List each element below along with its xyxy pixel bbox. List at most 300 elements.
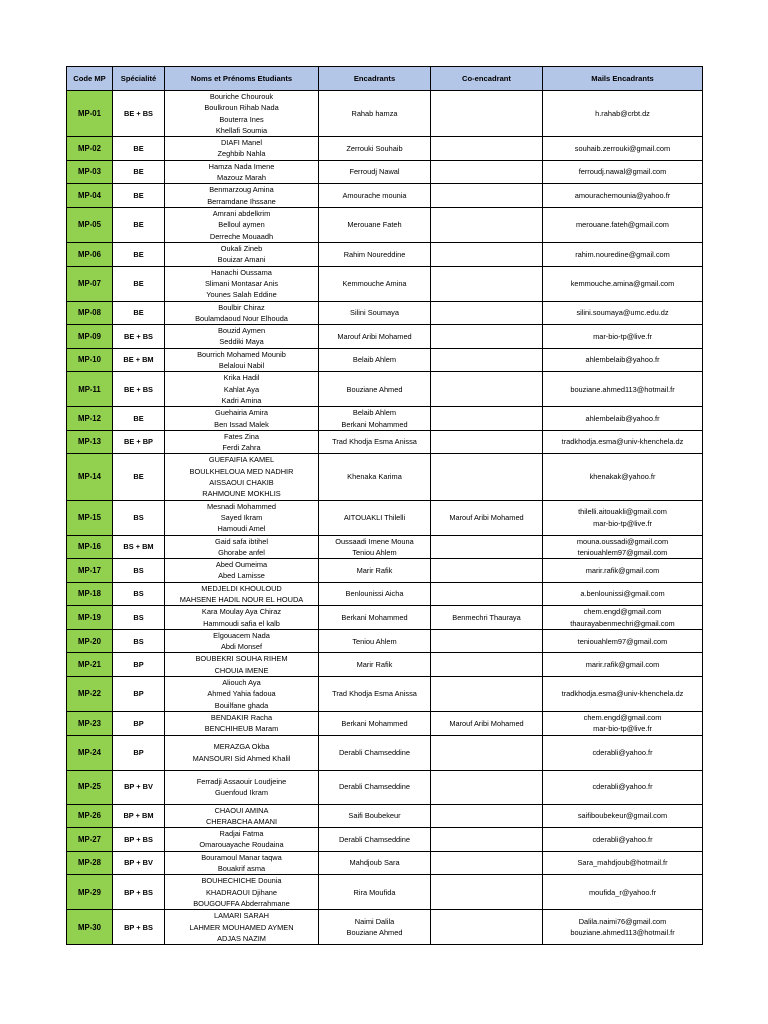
mail-cell [543, 242, 703, 266]
supervisor-name: Berkani Mohammed [341, 718, 408, 728]
students-cell [165, 242, 319, 266]
supervisor-name: Merouane Fateh [347, 220, 402, 230]
supervisor-name: Rira Moufida [353, 887, 396, 897]
code-cell: MP-08 [67, 301, 113, 325]
table-row [67, 770, 703, 804]
co-supervisor-cell [431, 184, 543, 208]
speciality-cell: BP [113, 653, 165, 677]
student-name: Krika Hadil [223, 373, 260, 383]
student-name: BENDAKIR Racha [210, 712, 273, 722]
mail-cell [543, 372, 703, 407]
supervisor-cell [319, 137, 431, 161]
table-row [67, 454, 703, 500]
supervisor-name: Naimi Dalila [354, 916, 395, 926]
supervisor-email: thaurayabenmechri@gmail.com [570, 618, 675, 628]
students-cell [165, 677, 319, 712]
supervisor-name: Marir Rafik [356, 565, 393, 575]
supervisor-name: Derabli Chamseddine [338, 747, 411, 757]
students-cell [165, 207, 319, 242]
supervisor-cell [319, 535, 431, 559]
supervisor-cell [319, 207, 431, 242]
code-cell: MP-05 [67, 207, 113, 242]
supervisor-cell [319, 91, 431, 137]
supervisor-name: Oussaadi Imene Mouna [335, 536, 414, 546]
supervisor-email: souhaib.zerrouki@gmail.com [574, 143, 671, 153]
supervisor-name: Trad Khodja Esma Anissa [332, 689, 417, 699]
student-name: Ahmed Yahia fadoua [207, 689, 276, 699]
table-row [67, 407, 703, 431]
supervisor-email: khenakak@yahoo.fr [589, 472, 656, 482]
students-cell [165, 137, 319, 161]
student-name: MERAZGA Okba [213, 742, 270, 752]
speciality-cell: BS [113, 629, 165, 653]
mail-cell [543, 535, 703, 559]
mail-cell [543, 325, 703, 349]
table-row [67, 875, 703, 910]
supervisor-email: cderabli@yahoo.fr [592, 834, 653, 844]
speciality-cell: BS + BM [113, 535, 165, 559]
supervisor-name: Belaib Ahlem [352, 355, 397, 365]
co-supervisor-cell [431, 454, 543, 500]
student-name: ADJAS NAZIM [217, 933, 266, 943]
student-name: Gaid safa ibtihel [215, 536, 268, 546]
speciality-cell: BE [113, 242, 165, 266]
supervisor-name: Rahim Noureddine [343, 249, 406, 259]
table-row [67, 301, 703, 325]
student-name: Kadri Amina [221, 395, 262, 405]
co-supervisor-cell [431, 653, 543, 677]
co-supervisor-cell [431, 629, 543, 653]
code-cell: MP-02 [67, 137, 113, 161]
table-row [67, 711, 703, 735]
mail-cell [543, 606, 703, 630]
students-cell [165, 301, 319, 325]
code-cell: MP-16 [67, 535, 113, 559]
code-cell: MP-25 [67, 770, 113, 804]
supervisor-cell [319, 804, 431, 828]
co-supervisor-cell [431, 582, 543, 606]
student-name: DIAFI Manel [220, 138, 263, 148]
co-supervisor-cell [431, 137, 543, 161]
mail-cell [543, 184, 703, 208]
students-cell [165, 910, 319, 945]
student-name: BENCHIHEUB Maram [204, 724, 279, 734]
students-cell [165, 407, 319, 431]
student-name: Hammoudi safia el kalb [203, 618, 280, 628]
student-name: GUEFAIFIA KAMEL [208, 455, 275, 465]
mail-cell [543, 735, 703, 770]
student-name: Slimani Montasar Anis [204, 278, 279, 288]
supervisor-email: merouane.fateh@gmail.com [576, 220, 669, 230]
table-row [67, 500, 703, 535]
supervisor-name: AITOUAKLI Thilelli [343, 512, 406, 522]
student-name: Seddiki Maya [219, 337, 264, 347]
table-row [67, 582, 703, 606]
supervisor-name: Bouziane Ahmed [346, 384, 403, 394]
student-name: BOUHECHICHE Dounia [201, 876, 282, 886]
student-name: Amrani abdelkrim [212, 209, 271, 219]
table-row [67, 160, 703, 184]
table-row [67, 266, 703, 301]
supervisor-cell [319, 325, 431, 349]
student-name: Kahlat Aya [223, 384, 260, 394]
supervisor-email: a.benlounissi@gmail.com [580, 589, 665, 599]
supervisor-name: Bouziane Ahmed [346, 928, 403, 938]
table-row [67, 91, 703, 137]
speciality-cell: BP [113, 677, 165, 712]
code-cell: MP-06 [67, 242, 113, 266]
supervisor-name: Mahdjoub Sara [349, 858, 400, 868]
supervisor-cell [319, 454, 431, 500]
student-name: BOULKHELOUA MED NADHIR [189, 466, 294, 476]
student-name: Bouterra Ines [219, 114, 264, 124]
speciality-cell: BE [113, 266, 165, 301]
table-row [67, 430, 703, 454]
code-cell: MP-21 [67, 653, 113, 677]
mail-cell [543, 430, 703, 454]
mail-cell [543, 266, 703, 301]
supervisor-cell [319, 770, 431, 804]
mail-cell [543, 407, 703, 431]
supervisor-name: Belaib Ahlem [352, 408, 397, 418]
students-cell [165, 770, 319, 804]
student-name: Berramdane Ihssane [207, 196, 276, 206]
student-name: Hamoudi Amel [217, 524, 266, 534]
students-cell [165, 653, 319, 677]
co-supervisor-cell [431, 301, 543, 325]
co-supervisor-cell [431, 559, 543, 583]
speciality-cell: BS [113, 500, 165, 535]
supervisor-cell [319, 372, 431, 407]
supervisor-email: bouziane.ahmed113@hotmail.fr [570, 928, 675, 938]
code-cell: MP-22 [67, 677, 113, 712]
supervisor-name: Marouf Aribi Mohamed [337, 331, 412, 341]
supervision-table [66, 66, 703, 945]
mail-cell [543, 711, 703, 735]
mail-cell [543, 91, 703, 137]
student-name: Abdi Monsef [220, 642, 263, 652]
header-co-supervisor: Co-encadrant [431, 67, 543, 91]
supervisor-cell [319, 735, 431, 770]
supervisor-email: marir.rafik@gmail.com [585, 660, 660, 670]
supervisor-email: rahim.nouredine@gmail.com [575, 249, 670, 259]
supervisor-email: mar-bio-tp@live.fr [593, 331, 652, 341]
supervisor-cell [319, 407, 431, 431]
student-name: Benmarzoug Amina [209, 185, 274, 195]
students-cell [165, 559, 319, 583]
supervisor-email: bouziane.ahmed113@hotmail.fr [570, 384, 675, 394]
supervisor-email: silini.soumaya@umc.edu.dz [576, 308, 669, 318]
supervisor-name: Kemmouche Amina [342, 278, 407, 288]
student-name: Fates Zina [224, 431, 259, 441]
student-name: Younes Salah Eddine [206, 290, 277, 300]
speciality-cell: BS [113, 582, 165, 606]
supervisor-email: amourachemounia@yahoo.fr [574, 191, 671, 201]
table-row [67, 677, 703, 712]
code-cell: MP-23 [67, 711, 113, 735]
mail-cell [543, 770, 703, 804]
students-cell [165, 629, 319, 653]
students-cell [165, 535, 319, 559]
student-name: Bouizar Amani [217, 255, 266, 265]
table-row [67, 242, 703, 266]
students-cell [165, 266, 319, 301]
supervisor-name: Trad Khodja Esma Anissa [332, 437, 417, 447]
code-cell: MP-28 [67, 851, 113, 875]
student-name: Omarouayache Roudaina [199, 840, 284, 850]
students-cell [165, 875, 319, 910]
students-cell [165, 184, 319, 208]
mail-cell [543, 454, 703, 500]
supervisor-email: Sara_mahdjoub@hotmail.fr [577, 858, 668, 868]
mail-cell [543, 160, 703, 184]
co-supervisor-cell [431, 804, 543, 828]
co-supervisor-cell [431, 160, 543, 184]
code-cell: MP-13 [67, 430, 113, 454]
student-name: LAMARI SARAH [213, 911, 270, 921]
co-supervisor-cell [431, 91, 543, 137]
supervisor-email: teniouahlem97@gmail.com [577, 547, 668, 557]
supervisor-email: marir.rafik@gmail.com [585, 565, 660, 575]
supervisor-email: mar-bio-tp@live.fr [593, 724, 652, 734]
students-cell [165, 430, 319, 454]
student-name: Khellafi Soumia [215, 125, 268, 135]
speciality-cell: BE + BM [113, 348, 165, 372]
mail-cell [543, 500, 703, 535]
table-row [67, 851, 703, 875]
code-cell: MP-18 [67, 582, 113, 606]
speciality-cell: BE + BP [113, 430, 165, 454]
student-name: Mazouz Marah [217, 173, 266, 183]
supervisor-cell [319, 500, 431, 535]
students-cell [165, 711, 319, 735]
supervisor-name: Saifi Boubekeur [348, 811, 401, 821]
table-row [67, 348, 703, 372]
students-cell [165, 454, 319, 500]
students-cell [165, 851, 319, 875]
co-supervisor-cell [431, 407, 543, 431]
supervisor-name: Khenaka Karima [347, 472, 402, 482]
speciality-cell: BE + BS [113, 325, 165, 349]
student-name: Guenfoud Ikram [215, 788, 268, 798]
speciality-cell: BS [113, 606, 165, 630]
speciality-cell: BE [113, 407, 165, 431]
student-name: LAHMER MOUHAMED AYMEN [189, 922, 294, 932]
co-supervisor-cell [431, 372, 543, 407]
speciality-cell: BP + BV [113, 851, 165, 875]
supervisor-cell [319, 348, 431, 372]
co-supervisor-cell [431, 266, 543, 301]
code-cell: MP-27 [67, 828, 113, 852]
table-row [67, 535, 703, 559]
co-supervisor-cell [431, 207, 543, 242]
mail-cell [543, 582, 703, 606]
student-name: Zeghbib Nahla [217, 149, 266, 159]
table-row [67, 828, 703, 852]
student-name: Boulamdaoud Nour Elhouda [195, 313, 288, 323]
table-row [67, 653, 703, 677]
students-cell [165, 804, 319, 828]
co-supervisor-cell [431, 711, 543, 735]
supervisor-email: h.rahab@crbt.dz [595, 108, 650, 118]
code-cell: MP-19 [67, 606, 113, 630]
co-supervisor-cell [431, 535, 543, 559]
speciality-cell: BP [113, 711, 165, 735]
mail-cell [543, 851, 703, 875]
supervisor-cell [319, 266, 431, 301]
supervisor-name: Derabli Chamseddine [338, 782, 411, 792]
table-row [67, 606, 703, 630]
header-row [67, 67, 703, 91]
student-name: RAHMOUNE MOKHLIS [202, 489, 281, 499]
supervisor-cell [319, 242, 431, 266]
supervisor-cell [319, 851, 431, 875]
student-name: Aliouch Aya [222, 678, 261, 688]
header-code: Code MP [67, 67, 113, 91]
co-supervisor-name: Marouf Aribi Mohamed [449, 718, 524, 728]
student-name: Mesnadi Mohammed [206, 501, 276, 511]
co-supervisor-cell [431, 242, 543, 266]
students-cell [165, 735, 319, 770]
supervisor-cell [319, 875, 431, 910]
co-supervisor-cell [431, 875, 543, 910]
speciality-cell: BE + BS [113, 91, 165, 137]
table-row [67, 629, 703, 653]
code-cell: MP-24 [67, 735, 113, 770]
supervisor-name: Ferroudj Nawal [349, 167, 400, 177]
table-row [67, 372, 703, 407]
speciality-cell: BP + BS [113, 910, 165, 945]
supervisor-cell [319, 301, 431, 325]
header-students: Noms et Prénoms Etudiants [165, 67, 319, 91]
supervisor-cell [319, 160, 431, 184]
speciality-cell: BP + BS [113, 875, 165, 910]
student-name: Boulkroun Rihab Nada [204, 103, 279, 113]
table-row [67, 184, 703, 208]
mail-cell [543, 207, 703, 242]
mail-cell [543, 301, 703, 325]
students-cell [165, 91, 319, 137]
supervisor-email: ferroudj.nawal@gmail.com [578, 167, 667, 177]
speciality-cell: BE + BS [113, 372, 165, 407]
table-row [67, 735, 703, 770]
student-name: CHERABCHA AMANI [205, 816, 278, 826]
co-supervisor-cell [431, 735, 543, 770]
code-cell: MP-20 [67, 629, 113, 653]
supervisor-cell [319, 711, 431, 735]
speciality-cell: BE [113, 301, 165, 325]
table-row [67, 804, 703, 828]
code-cell: MP-17 [67, 559, 113, 583]
supervisor-cell [319, 677, 431, 712]
student-name: BOUGOUFFA Abderrahmane [193, 898, 290, 908]
student-name: Hanachi Oussama [211, 267, 272, 277]
speciality-cell: BP + BM [113, 804, 165, 828]
student-name: Derreche Mouaadh [209, 231, 274, 241]
student-name: Bouzid Aymen [217, 326, 266, 336]
co-supervisor-name: Benmechri Thauraya [452, 612, 521, 622]
co-supervisor-cell [431, 325, 543, 349]
co-supervisor-cell [431, 500, 543, 535]
student-name: Belloul aymen [218, 220, 265, 230]
student-name: Bouramoul Manar taqwa [201, 852, 282, 862]
supervisor-email: chem.engd@gmail.com [583, 607, 662, 617]
code-cell: MP-11 [67, 372, 113, 407]
supervisor-cell [319, 606, 431, 630]
student-name: Sayed Ikram [220, 512, 263, 522]
supervisor-name: Silini Soumaya [350, 308, 399, 318]
supervisor-name: Rahab hamza [351, 108, 398, 118]
mail-cell [543, 653, 703, 677]
mail-cell [543, 875, 703, 910]
student-name: Bouakrif asma [217, 864, 266, 874]
mail-cell [543, 804, 703, 828]
supervisor-email: kemmouche.amina@gmail.com [570, 278, 675, 288]
mail-cell [543, 828, 703, 852]
supervisor-cell [319, 559, 431, 583]
student-name: Ghorabe anfel [218, 547, 265, 557]
header-speciality: Spécialité [113, 67, 165, 91]
speciality-cell: BE [113, 207, 165, 242]
student-name: Bouilfane ghada [214, 700, 269, 710]
student-name: Abed Lamisse [218, 571, 265, 581]
table-row [67, 137, 703, 161]
speciality-cell: BP + BS [113, 828, 165, 852]
supervisor-name: Berkani Mohammed [341, 419, 408, 429]
speciality-cell: BS [113, 559, 165, 583]
code-cell: MP-04 [67, 184, 113, 208]
supervisor-name: Derabli Chamseddine [338, 834, 411, 844]
students-cell [165, 606, 319, 630]
code-cell: MP-09 [67, 325, 113, 349]
supervisor-cell [319, 582, 431, 606]
supervisor-cell [319, 653, 431, 677]
mail-cell [543, 677, 703, 712]
mail-cell [543, 559, 703, 583]
student-name: AISSAOUI CHAKIB [209, 478, 274, 488]
supervisor-email: chem.engd@gmail.com [583, 712, 662, 722]
student-name: Guehairia Amira [215, 408, 268, 418]
co-supervisor-cell [431, 430, 543, 454]
table-row [67, 910, 703, 945]
supervisor-email: cderabli@yahoo.fr [592, 747, 653, 757]
mail-cell [543, 910, 703, 945]
student-name: Abed Oumeima [215, 560, 268, 570]
students-cell [165, 160, 319, 184]
supervisor-email: moufida_r@yahoo.fr [588, 887, 657, 897]
student-name: Oukali Zineb [220, 243, 263, 253]
supervisor-email: ahlembelaib@yahoo.fr [585, 355, 660, 365]
supervisor-name: Zerrouki Souhaib [346, 143, 403, 153]
supervisor-email: thilelli.aitouakli@gmail.com [578, 507, 667, 517]
co-supervisor-cell [431, 910, 543, 945]
supervisor-cell [319, 828, 431, 852]
speciality-cell: BE [113, 184, 165, 208]
speciality-cell: BE [113, 160, 165, 184]
co-supervisor-cell [431, 851, 543, 875]
supervisor-email: tradkhodja.esma@univ-khenchela.dz [561, 689, 684, 699]
table-row [67, 559, 703, 583]
supervisor-name: Amourache mounia [342, 191, 407, 201]
code-cell: MP-03 [67, 160, 113, 184]
student-name: MEDJELDI KHOULOUD [201, 583, 282, 593]
speciality-cell: BP + BV [113, 770, 165, 804]
code-cell: MP-14 [67, 454, 113, 500]
supervisor-email: tradkhodja.esma@univ-khenchela.dz [561, 437, 684, 447]
code-cell: MP-07 [67, 266, 113, 301]
supervisor-name: Benlounissi Aicha [345, 589, 404, 599]
mail-cell [543, 348, 703, 372]
